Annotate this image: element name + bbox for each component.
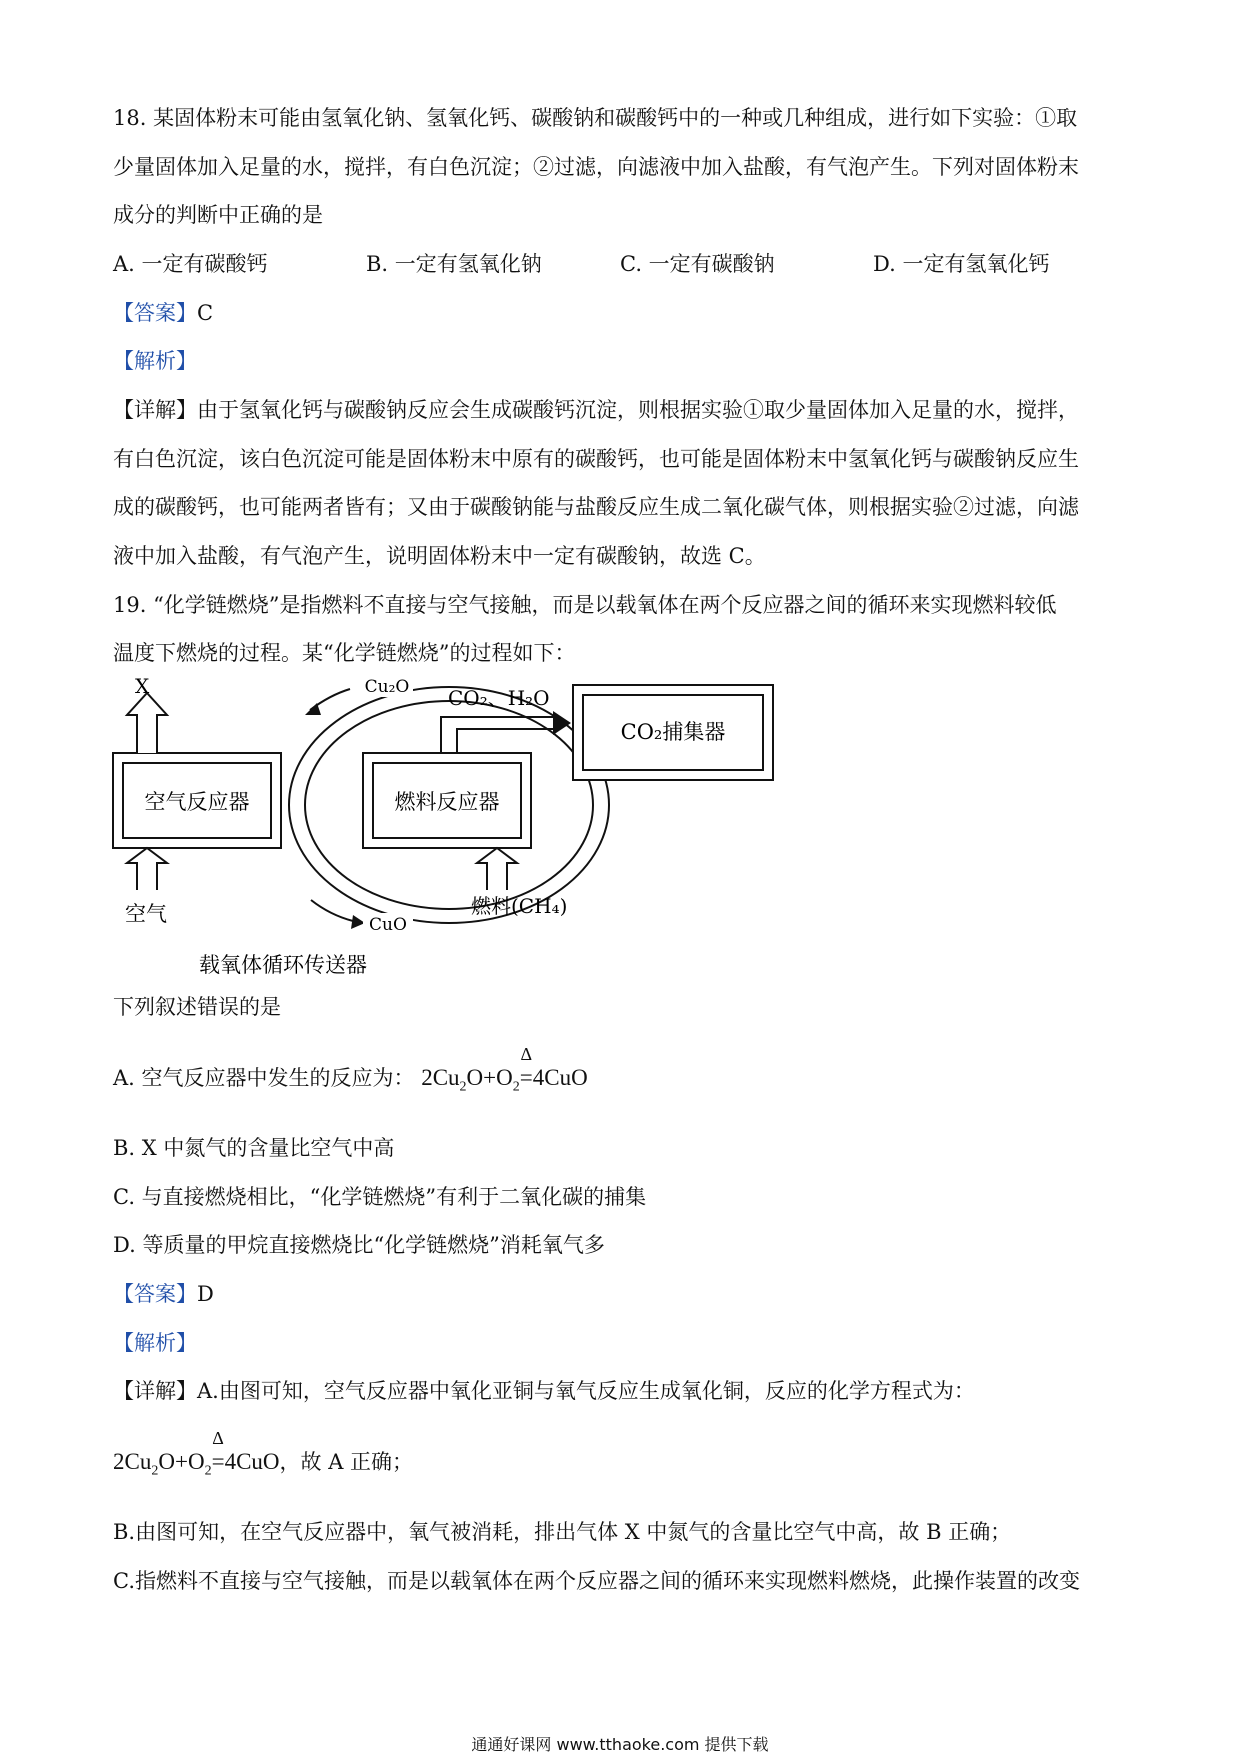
- q19-detail-c: C.指燃料不直接与空气接触，而是以载氧体在两个反应器之间的循环来实现燃料燃烧，此操作装置的改变: [113, 1569, 1080, 1593]
- carrier-label: 载氧体循环传送器: [199, 953, 367, 977]
- q19-option-b: B. X 中氮气的含量比空气中高: [113, 1136, 395, 1160]
- delta-icon: Δ: [212, 1428, 224, 1448]
- ring-arrowhead-bottom: [351, 915, 365, 929]
- footer-source: 通通好课网 www.tthaoke.com 提供下载: [471, 1735, 769, 1754]
- cuo-label: CuO: [369, 915, 407, 935]
- air-label: 空气: [125, 902, 167, 926]
- q19-stem-line-2: 温度下燃烧的过程。某“化学链燃烧”的过程如下：: [113, 641, 576, 665]
- x-label: X: [135, 675, 150, 698]
- q19-stem-line-1: 19. “化学链燃烧”是指燃料不直接与空气接触，而是以载氧体在两个反应器之间的循环来实现燃料较低: [113, 593, 1057, 617]
- reaction-equation-detail: $2Cu_2O+O_2$ Δ =4CuO: [113, 1449, 280, 1474]
- q19-detail-equation: [113, 1428, 414, 1487]
- q18-option-d: D. 一定有氢氧化钙: [873, 252, 1050, 276]
- detail-a-suffix: ，故 A 正确；: [279, 1450, 414, 1474]
- delta-icon: Δ: [520, 1044, 533, 1064]
- q19-option-a: [113, 1044, 588, 1103]
- heat-arrow: Δ =: [520, 1063, 533, 1093]
- q18-stem-line-2: 少量固体加入足量的水，搅拌，有白色沉淀；②过滤，向滤液中加入盐酸，有气泡产生。下列对固体粉末: [113, 155, 1079, 179]
- q19-option-d: D. 等质量的甲烷直接燃烧比“化学链燃烧”消耗氧气多: [113, 1233, 605, 1257]
- detail-text: A.由图可知，空气反应器中氧化亚铜与氧气反应生成氧化铜，反应的化学方程式为：: [197, 1379, 975, 1403]
- option-a-text: A. 空气反应器中发生的反应为：: [113, 1066, 415, 1090]
- q18-answer: [113, 298, 213, 328]
- answer-tag: 【答案】: [113, 1282, 197, 1306]
- answer-tag: 【答案】: [113, 301, 197, 325]
- cu2o-label: Cu₂O: [364, 677, 410, 697]
- co2-h2o-label: CO₂、H₂O: [448, 686, 550, 710]
- q18-detail-line-2: 有白色沉淀，该白色沉淀可能是固体粉末中原有的碳酸钙，也可能是固体粉末中氢氧化钙与碳酸钠反应生: [113, 447, 1079, 471]
- q18-analysis-tag: 【解析】: [113, 349, 197, 373]
- q19-detail-b: B.由图可知，在空气反应器中，氧气被消耗，排出气体 X 中氮气的含量比空气中高，故 B 正确；: [113, 1520, 1012, 1544]
- ring-arrow-bottom: [311, 900, 353, 921]
- q18-detail-line-3: 成的碳酸钙，也可能两者皆有；又由于碳酸钠能与盐酸反应生成二氧化碳气体，则根据实验②过滤，向滤: [113, 495, 1079, 519]
- co2-capture-label: CO₂捕集器: [620, 720, 726, 744]
- detail-tag: 【详解】: [113, 398, 197, 422]
- duct-arrowhead: [553, 711, 571, 735]
- answer-value: D: [197, 1282, 214, 1306]
- fuel-inlet-arrow: [477, 848, 517, 890]
- q18-detail-line-4: 液中加入盐酸，有气泡产生，说明固体粉末中一定有碳酸钠，故选 C。: [113, 544, 766, 568]
- q19-question: 下列叙述错误的是: [113, 995, 281, 1019]
- q18-option-c: C. 一定有碳酸钠: [620, 252, 775, 276]
- heat-arrow: Δ =: [212, 1447, 225, 1477]
- q19-option-c: C. 与直接燃烧相比，“化学链燃烧”有利于二氧化碳的捕集: [113, 1185, 647, 1209]
- q18-detail-line-1: [113, 395, 1079, 425]
- detail-tag: 【详解】: [113, 1379, 197, 1403]
- q19-answer: [113, 1279, 214, 1309]
- q18-stem-line-3: 成分的判断中正确的是: [113, 203, 323, 227]
- answer-value: C: [197, 301, 214, 325]
- q18-option-a: A. 一定有碳酸钙: [113, 252, 268, 276]
- q18-option-b: B. 一定有氢氧化钠: [366, 252, 542, 276]
- fuel-reactor-label: 燃料反应器: [394, 790, 500, 814]
- duct-inner: [457, 729, 553, 753]
- q19-detail-a: [113, 1376, 975, 1406]
- q18-stem-line-1: 18. 某固体粉末可能由氢氧化钠、氢氧化钙、碳酸钠和碳酸钙中的一种或几种组成，进行如下实验：①取: [113, 106, 1078, 130]
- x-outlet-arrow: [127, 693, 167, 753]
- air-reactor-label: 空气反应器: [144, 790, 250, 814]
- fuel-label: 燃料(CH₄): [471, 894, 568, 918]
- chemical-looping-diagram: [105, 675, 805, 985]
- q19-analysis-tag: 【解析】: [113, 1331, 197, 1355]
- detail-text: 由于氢氧化钙与碳酸钠反应会生成碳酸钙沉淀，则根据实验①取少量固体加入足量的水，搅拌，: [197, 398, 1079, 422]
- reaction-equation: $2Cu_2O+O_2$ Δ =4CuO: [421, 1065, 588, 1090]
- air-inlet-arrow: [127, 848, 167, 890]
